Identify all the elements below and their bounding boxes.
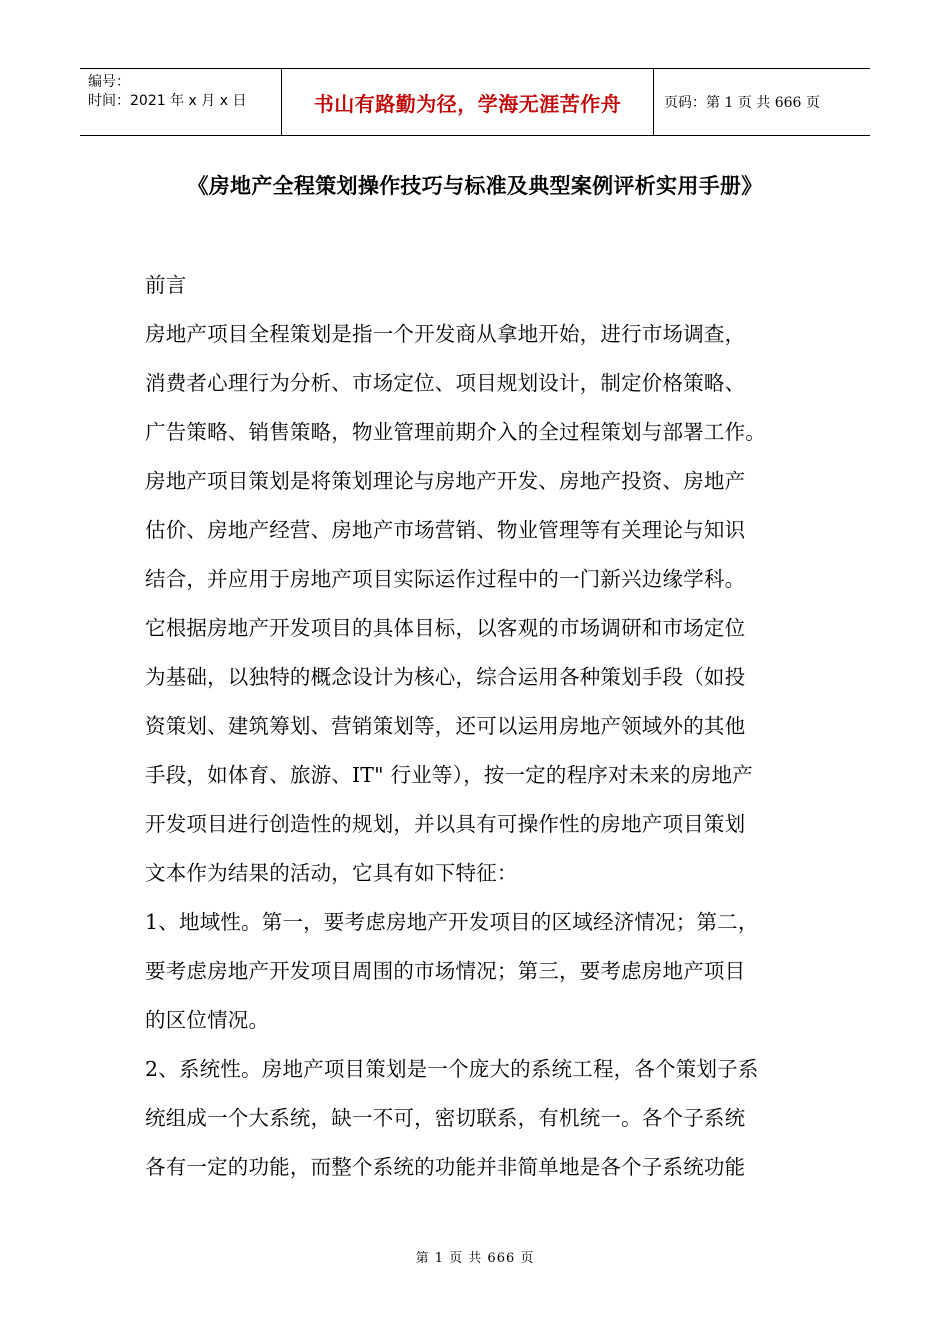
text-line: 要考虑房地产开发项目周围的市场情况；第三，要考虑房地产项目	[145, 959, 746, 983]
text-line: 估价、房地产经营、房地产市场营销、物业管理等有关理论与知识	[145, 518, 746, 542]
text-line: 2、系统性。房地产项目策划是一个庞大的系统工程，各个策划子系	[145, 1057, 759, 1081]
header-page-info: 页码：第 1 页 共 666 页	[664, 95, 820, 111]
document-body	[145, 268, 815, 1199]
header-motto: 书山有路勤为径，学海无涯苦作舟	[282, 69, 654, 135]
text-line: 它根据房地产开发项目的具体目标，以客观的市场调研和市场定位	[145, 616, 746, 640]
number-label: 编号：	[88, 74, 130, 90]
text-line: 房地产项目全程策划是指一个开发商从拿地开始，进行市场调查，	[145, 322, 746, 346]
text-line: 统组成一个大系统，缺一不可，密切联系，有机统一。各个子系统	[145, 1106, 746, 1130]
text-line: 消费者心理行为分析、市场定位、项目规划设计，制定价格策略、	[145, 371, 746, 395]
text-line: 的区位情况。	[145, 1008, 270, 1032]
time-label: 时间：2021 年 x 月 x 日	[88, 93, 247, 109]
text-line: 手段，如体育、旅游、IT" 行业等），按一定的程序对未来的房地产	[145, 763, 753, 787]
header-meta	[80, 69, 282, 135]
page-header	[80, 68, 870, 136]
text-line: 文本作为结果的活动，它具有如下特征：	[145, 861, 518, 885]
text-line: 1、地域性。第一，要考虑房地产开发项目的区域经济情况；第二，	[145, 910, 759, 934]
document-title: 《房地产全程策划操作技巧与标准及典型案例评析实用手册》	[187, 173, 763, 198]
text-line: 为基础，以独特的概念设计为核心，综合运用各种策划手段（如投	[145, 665, 746, 689]
text-line: 房地产项目策划是将策划理论与房地产开发、房地产投资、房地产	[145, 469, 746, 493]
page-footer: 第 1 页 共 666 页	[415, 1251, 535, 1266]
text-line: 各有一定的功能，而整个系统的功能并非简单地是各个子系统功能	[145, 1155, 746, 1179]
text-line: 广告策略、销售策略，物业管理前期介入的全过程策划与部署工作。	[145, 420, 766, 444]
text-line: 前言	[145, 273, 187, 297]
text-line: 资策划、建筑筹划、营销策划等，还可以运用房地产领域外的其他	[145, 714, 746, 738]
text-line: 开发项目进行创造性的规划，并以具有可操作性的房地产项目策划	[145, 812, 746, 836]
text-line: 结合，并应用于房地产项目实际运作过程中的一门新兴边缘学科。	[145, 567, 746, 591]
